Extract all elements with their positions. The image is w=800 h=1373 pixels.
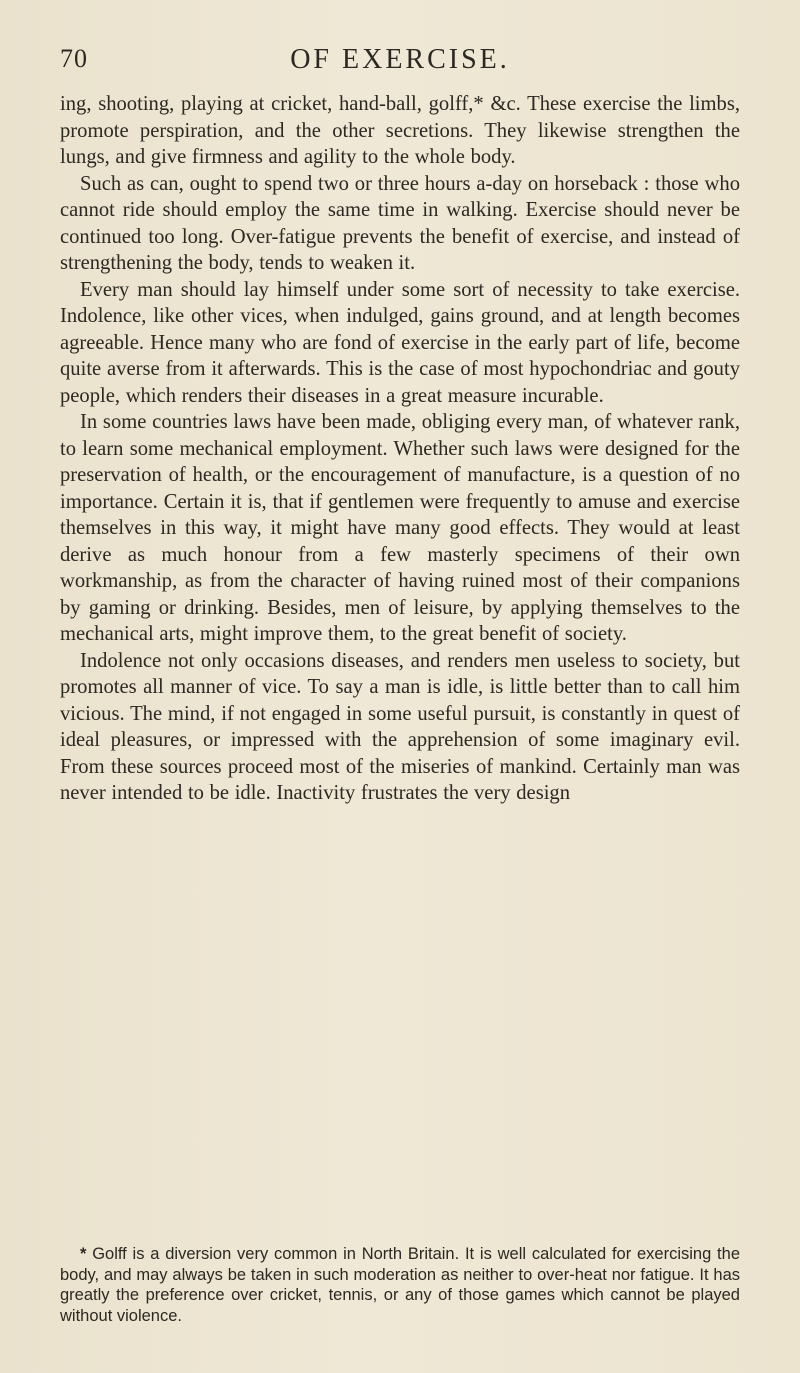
paragraph: Indolence not only occasions diseases, and renders men useless to society, but promotes all manner of vice. To say a man is idle, is little better than to call him vicious. The mind, if not engaged in some useful pursuit, is constantly in quest of ideal pleasures, or impressed with the apprehension of some imaginary evil. From these sources proceed most of the miseries of mankind. Certainly man was never intended to be idle. Inactivity frustrates the very design (60, 649, 740, 804)
paragraph: ing, shooting, playing at cricket, hand-ball, golff,* &c. These exercise the limbs, promote perspiration, and the other secretions. They likewise strengthen the lungs, and give firmness and agility to the whole body. (60, 93, 740, 168)
body-text (60, 91, 740, 807)
footnote-text: Golff is a diversion very common in North Britain. It is well calculated for exercising the body, and may always be taken in such moderation as neither to over-heat nor fatigue. It has greatly the preference over cricket, tennis, or any of those games which cannot be played without violence. (60, 1245, 740, 1325)
page-number: 70 (60, 44, 88, 73)
running-head: OF EXERCISE. (290, 44, 510, 75)
paragraph: Such as can, ought to spend two or three hours a-day on horseback : those who cannot ride should employ the same time in walking. Exercise should never be continued too long. Over-fatigue prevents the benefit of exercise, and instead of strengthening the body, tends to weaken it. (60, 172, 740, 274)
footnote (60, 1244, 740, 1326)
footnote-marker: * (80, 1245, 87, 1263)
paragraph: In some countries laws have been made, obliging every man, of whatever rank, to learn some mechanical employment. Whether such laws were designed for the preservation of health, or the encouragement of manufacture, is a question of no importance. Certain it is, that if gentlemen were frequently to amuse and exercise themselves in this way, it might have many good effects. They would at least derive as much honour from a few masterly specimens of their own workmanship, as from the character of having ruined most of their companions by gaming or drinking. Besides, men of leisure, by applying themselves to the mechanical arts, might improve them, to the great benefit of society. (60, 411, 740, 645)
paragraph: Every man should lay himself under some sort of necessity to take exercise. Indolence, like other vices, when indulged, gains ground, and at length becomes agreeable. Hence many who are fond of exercise in the early part of life, become quite averse from it afterwards. This is the case of most hypochondriac and gouty people, which renders their diseases in a great measure incurable. (60, 278, 740, 407)
